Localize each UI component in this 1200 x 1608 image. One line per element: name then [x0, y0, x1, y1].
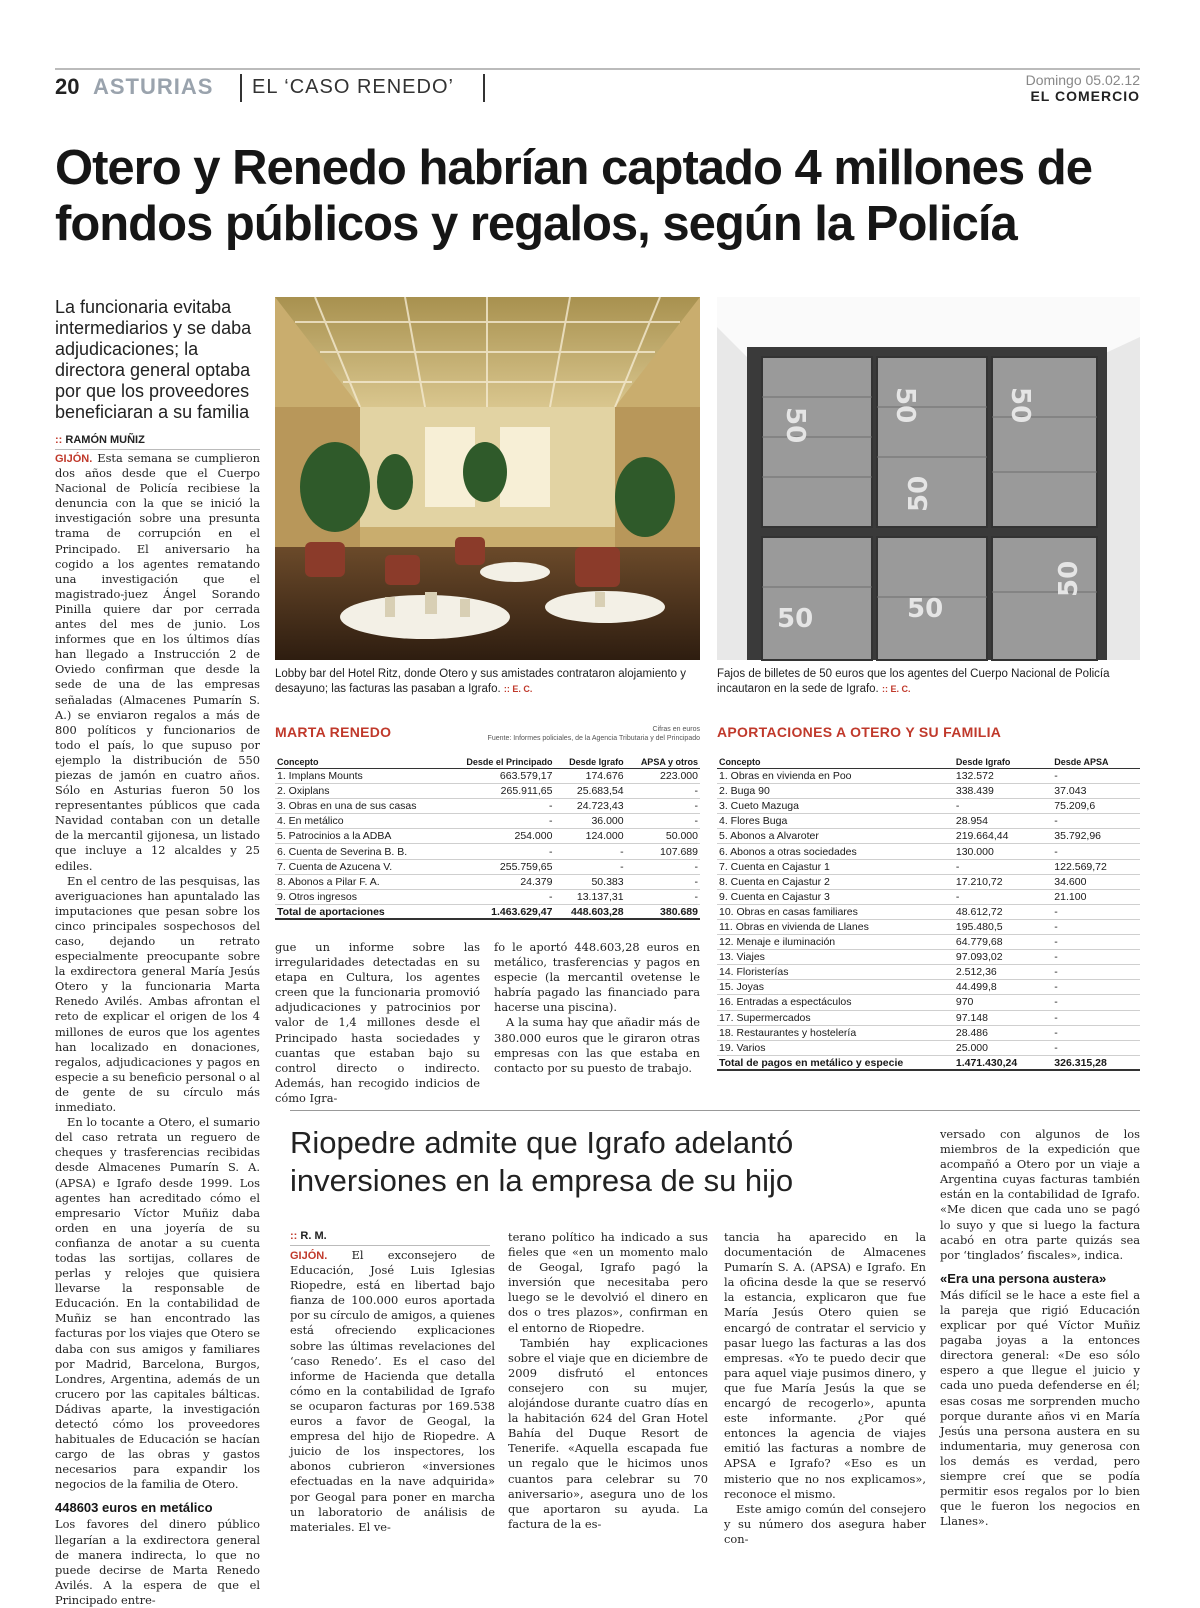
table-cell: 75.209,6: [1052, 799, 1140, 814]
article-paragraph: A la suma hay que añadir más de 380.000 euros que le giraron otras empresas con las que estaba en contacto por su puesto de trabajo.: [494, 1015, 700, 1075]
table-cell: 24.723,43: [554, 799, 625, 814]
svg-text:50: 50: [890, 387, 920, 424]
hotel-lobby-image: [275, 297, 700, 660]
table-cell: 6. Abonos a otras sociedades: [717, 844, 954, 859]
article-column-1: [55, 451, 260, 1607]
table-row: [275, 814, 700, 829]
table-cell: 12. Menaje e iluminación: [717, 935, 954, 950]
photo-banknotes: [717, 297, 1140, 660]
table-cell: 130.000: [954, 844, 1052, 859]
table-cell: -: [626, 874, 700, 889]
dateline: GIJÓN.: [290, 1250, 328, 1262]
table-cell: -: [626, 784, 700, 799]
table-cell: -: [1052, 950, 1140, 965]
table-row: [717, 799, 1140, 814]
table-cell: 21.100: [1052, 889, 1140, 904]
table-cell: -: [1052, 814, 1140, 829]
table-cell: -: [1052, 935, 1140, 950]
table-row: [275, 874, 700, 889]
table-cell: 132.572: [954, 769, 1052, 784]
table-row: [717, 769, 1140, 784]
table-cell: 3. Cueto Mazuga: [717, 799, 954, 814]
table-row: [717, 995, 1140, 1010]
table-cell: 13.137,31: [554, 889, 625, 904]
table-cell: -: [1052, 844, 1140, 859]
table-row: [717, 980, 1140, 995]
column-header: Desde el Principado: [445, 756, 554, 769]
table-cell: -: [1052, 1025, 1140, 1040]
table-cell: 25.000: [954, 1040, 1052, 1055]
table-cell: 2.512,36: [954, 965, 1052, 980]
article-paragraph: versado con algunos de los miembros de la expedición que acompañó a Otero por un viaje a Argentina cuyas facturas también están en la contabilidad de Igrafo. «Me dicen que cada uno se pagó lo suyo y que si luego la factura acabó en otra parte quizás sea por ‘tinglados’ fiscales», indica.: [940, 1127, 1140, 1262]
table-cell: 28.954: [954, 814, 1052, 829]
table-row: [717, 874, 1140, 889]
article-paragraph: En el centro de las pesquisas, las averiguaciones han apuntalado las imputaciones que pesan sobre los cinco principales sospechosos del caso, dejando un retrato especialmente preocupante sobre la exdirectora general María Jesús Otero y la funcionaria Marta Renedo Avilés. Ambas afrontan el reto de explicar el origen de los 4 millones de euros que los agentes han localizado en donaciones, regalos, adjudicaciones y pagos en especie a su beneficio personal o al de gente de su círculo más inmediato.: [55, 873, 260, 1115]
table-cell: 24.379: [445, 874, 554, 889]
table-row: [275, 859, 700, 874]
article-paragraph: Este amigo común del consejero y su número dos asegura haber con-: [724, 1501, 926, 1546]
table-cell: 44.499,8: [954, 980, 1052, 995]
table-total-row: [275, 904, 700, 919]
column-header: Concepto: [275, 756, 445, 769]
table-cell: 174.676: [554, 769, 625, 784]
table-cell: -: [1052, 1040, 1140, 1055]
table-title: APORTACIONES A OTERO Y SU FAMILIA: [717, 724, 1002, 740]
table-cell: 15. Joyas: [717, 980, 954, 995]
article-paragraph: En lo tocante a Otero, el sumario del caso retrata un reguero de cheques y trasferencias recibidas desde Almacenes Pumarín S. A. (APSA) e Igrafo desde 1999. Los agentes han acreditado cómo el empresario Víctor Muñiz daba orden en una joyería de su confianza de anotar a su cuenta todas las sortijas, collares de perlas y relojes que quisiera llevarse la responsable de Educación. En la contabilidad de Muñiz se han encontrado las facturas por los viajes que Otero se daba con sus amigos y familiares por Madrid, Barcelona, Burgos, Londres, Argentina, además de un crucero por las capitales bálticas. Dádivas aparte, la investigación detectó cómo los proveedores habituales de Educación se hacían cargo de las obras y gastos necesarios para expandir los negocios de la familia de Otero.: [55, 1115, 260, 1492]
data-table: [717, 756, 1140, 1071]
headline: Otero y Renedo habrían captado 4 millones de fondos públicos y regalos, según la Policía: [55, 141, 1092, 251]
table-cell: -: [1052, 995, 1140, 1010]
table-cell: 5. Patrocinios a la ADBA: [275, 829, 445, 844]
table-cell: 16. Entradas a espectáculos: [717, 995, 954, 1010]
table-cell: 8. Cuenta en Cajastur 2: [717, 874, 954, 889]
article-paragraph: tancia ha aparecido en la documentación de Almacenes Pumarín S. A. (APSA) e Igrafo. En la oficina desde la que se reservó la estancia, explicaron que fue María Jesús Otero quien se encargó de contratar el servicio y pasar luego las facturas a las dos empresas. «Yo te puedo decir que para aquel viaje pusimos dinero, y que fue María Jesús la que se encargó de recogerlo», apunta este informante. ¿Por qué entonces la agencia de viajes emitió las facturas a nombre de APSA e Igrafo? «Eso es un misterio que no nos explicamos», reconoce el mismo.: [724, 1230, 926, 1501]
table-cell: 107.689: [626, 844, 700, 859]
table-cell: 17.210,72: [954, 874, 1052, 889]
table-cell: 36.000: [554, 814, 625, 829]
banknotes-image: [717, 297, 1140, 660]
table-cell: -: [445, 844, 554, 859]
newspaper-name: EL COMERCIO: [1030, 88, 1140, 104]
table-cell: 5. Abonos a Alvaroter: [717, 829, 954, 844]
column-header: APSA y otros: [626, 756, 700, 769]
table-cell: 2. Oxiplans: [275, 784, 445, 799]
article2-byline-block: [290, 1230, 490, 1249]
svg-text:50: 50: [907, 594, 944, 624]
table-cell: 265.911,65: [445, 784, 554, 799]
table-cell: 9. Otros ingresos: [275, 889, 445, 904]
table-cell: 380.689: [626, 904, 700, 919]
table-cell: -: [1052, 1010, 1140, 1025]
table-cell: -: [1052, 980, 1140, 995]
table-row: [717, 829, 1140, 844]
column-header: Desde APSA: [1052, 756, 1140, 769]
table-row: [717, 904, 1140, 919]
table-cell: 35.792,96: [1052, 829, 1140, 844]
table-cell: 219.664,44: [954, 829, 1052, 844]
byline-rule: [55, 449, 260, 450]
svg-text:50: 50: [904, 475, 934, 512]
article2-column-1: [290, 1248, 495, 1535]
table-cell: 17. Supermercados: [717, 1010, 954, 1025]
table-cell: -: [626, 799, 700, 814]
paragraph-text: El exconsejero de Educación, José Luis Iglesias Riopedre, está en libertad bajo fianza de 100.000 euros aportada por su círculo de amigos, a quienes está ofreciendo explicaciones sobre las últimas revelaciones del ‘caso Renedo’. Es el caso del informe de Hacienda que detalla cómo en la contabilidad de Igrafo se ocuparon facturas por 169.538 euros a favor de Geogal, la empresa del hijo de Riopedre. A juicio de los inspectores, los abonos cubrieron «inversiones efectuadas en la nave adquirida» por Geogal para poner en marcha un laboratorio de análisis de materiales. El ve-: [290, 1248, 496, 1534]
data-table: [275, 756, 700, 920]
photo-hotel-lobby: [275, 297, 700, 660]
table-cell: Total de aportaciones: [275, 904, 445, 919]
table-unit: Cifras en euros: [652, 726, 700, 733]
table-cell: -: [954, 889, 1052, 904]
table-cell: 28.486: [954, 1025, 1052, 1040]
table-cell: 3. Obras en una de sus casas: [275, 799, 445, 814]
svg-text:50: 50: [1005, 387, 1035, 424]
table-cell: 18. Restaurantes y hostelería: [717, 1025, 954, 1040]
header-divider: [240, 74, 242, 102]
table-cell: 97.093,02: [954, 950, 1052, 965]
table-cell: 4. En metálico: [275, 814, 445, 829]
article2-column-3: [724, 1230, 926, 1547]
table-cell: -: [445, 814, 554, 829]
table-cell: 11. Obras en vivienda de Llanes: [717, 919, 954, 934]
byline-name: R. M.: [300, 1230, 327, 1242]
svg-text:50: 50: [777, 604, 814, 634]
table-cell: 254.000: [445, 829, 554, 844]
table-cell: 10. Obras en casas familiares: [717, 904, 954, 919]
table-cell: -: [1052, 965, 1140, 980]
table-header: [275, 724, 700, 744]
article-paragraph: También hay explicaciones sobre el viaje que en diciembre de 2009 disfrutó el entonces consejero con su mujer, alojándose durante cuatro días en la habitación 624 del Gran Hotel Bahía del Duque Resort de Tenerife. «Aquella escapada fue un regalo que le hicimos unos cuantos para celebrar su 70 aniversario», asegura uno de los que aportaron su ayuda. La factura de la es-: [508, 1335, 708, 1531]
table-cell: 8. Abonos a Pilar F. A.: [275, 874, 445, 889]
table-row: [717, 1040, 1140, 1055]
photo-caption: [275, 667, 700, 697]
table-cell: 195.480,5: [954, 919, 1052, 934]
article-column-3: [494, 940, 700, 1076]
table-row: [717, 965, 1140, 980]
table-cell: 663.579,17: [445, 769, 554, 784]
table-row: [275, 889, 700, 904]
table-cell: 255.759,65: [445, 859, 554, 874]
table-total-row: [717, 1055, 1140, 1070]
column-header: Desde Igrafo: [554, 756, 625, 769]
table-row: [717, 919, 1140, 934]
table-cell: 1.463.629,47: [445, 904, 554, 919]
article-paragraph: fo le aportó 448.603,28 euros en metálico, trasferencias y pagos en especie (la mercantil ovetense le habría pagado las financiado para hacerse una piscina).: [494, 940, 700, 1015]
table-cell: 48.612,72: [954, 904, 1052, 919]
issue-date: Domingo 05.02.12: [1025, 72, 1140, 88]
table-row: [717, 844, 1140, 859]
table-cell: 7. Cuenta en Cajastur 1: [717, 859, 954, 874]
table-cell: -: [1052, 919, 1140, 934]
table-cell: 338.439: [954, 784, 1052, 799]
table-cell: 50.383: [554, 874, 625, 889]
table-cell: 25.683,54: [554, 784, 625, 799]
caption-text: Lobby bar del Hotel Ritz, donde Otero y sus amistades contrataron alojamiento y desayuno; las facturas las pasaban a Igrafo.: [275, 668, 687, 695]
table-cell: -: [554, 844, 625, 859]
page-number: 20: [55, 74, 80, 99]
table-cell: 64.779,68: [954, 935, 1052, 950]
table-cell: 122.569,72: [1052, 859, 1140, 874]
table-cell: -: [954, 859, 1052, 874]
header-rule: [55, 68, 1140, 70]
photo-credit: :: E. C.: [503, 684, 533, 694]
dateline: GIJÓN.: [55, 453, 93, 465]
table-row: [717, 889, 1140, 904]
table-cell: 2. Buga 90: [717, 784, 954, 799]
table-cell: 6. Cuenta de Severina B. B.: [275, 844, 445, 859]
table-row: [717, 814, 1140, 829]
table-row: [275, 769, 700, 784]
byline-rule: [290, 1245, 490, 1246]
section-rule: [290, 1110, 1140, 1111]
table-cell: -: [954, 799, 1052, 814]
table-cell: 1. Implans Mounts: [275, 769, 445, 784]
table-row: [275, 784, 700, 799]
table-cell: 9. Cuenta en Cajastur 3: [717, 889, 954, 904]
table-cell: 37.043: [1052, 784, 1140, 799]
paragraph-text: Esta semana se cumplieron dos años desde que el Cuerpo Nacional de Policía recibiese la denuncia con la que se inició la investigación sobre una presunta trama de corrupción en el Principado. El aniversario ha cogido a los agentes rematando una investigación que el magistrado-juez Ángel Sorando Pinilla quiere dar por cerrada antes del mes de junio. Los informes que en los últimos días han llegado a Instrucción 2 de Oviedo confirman que desde la sede de una de las empresas señaladas (Almacenes Pumarín S. A.) se enviaron regalos a más de 800 políticos y funcionarios de todo el país, lo que supuso por ejemplo la distribución de 550 piezas de jamón en cuatro años. Sólo en Asturias fueron 50 los representantes públicos que cada Navidad contaban con un detalle de la mercantil gijonesa, un listado que incluye a 12 alcaldes y 25 ediles.: [55, 451, 260, 873]
header-divider: [483, 74, 485, 102]
table-source: Fuente: Informes policiales, de la Agencia Tributaria y del Principado: [487, 735, 700, 742]
subheadline: La funcionaria evitaba intermediarios y se daba adjudicaciones; la directora general optaba por que los proveedores beneficiaran a su familia: [55, 297, 252, 422]
table-cell: 34.600: [1052, 874, 1140, 889]
table-header: [717, 724, 1140, 744]
table-cell: -: [1052, 769, 1140, 784]
table-body: [275, 769, 700, 920]
table-cell: 448.603,28: [554, 904, 625, 919]
table-row: [275, 799, 700, 814]
table-cell: 50.000: [626, 829, 700, 844]
article-paragraph: gue un informe sobre las irregularidades detectadas en su etapa en Cultura, los agentes creen que la funcionaria promovió adjudicaciones y patrocinios por valor de 1,4 millones desde el Principado hasta sociedades y cuantas que estaban bajo su control directo o indirecto. Además, han recogido indicios de cómo Igra-: [275, 940, 480, 1105]
caption-text: Fajos de billetes de 50 euros que los agentes del Cuerpo Nacional de Policía incautaron en la sede de Igrafo.: [717, 668, 1110, 695]
article2-headline: Riopedre admite que Igrafo adelantó inversiones en la empresa de su hijo: [290, 1125, 794, 1198]
table-cell: -: [626, 859, 700, 874]
table-cell: 97.148: [954, 1010, 1052, 1025]
article-column-2: [275, 940, 480, 1106]
table-cell: 326.315,28: [1052, 1055, 1140, 1070]
table-marta-renedo: [275, 724, 700, 920]
table-cell: 7. Cuenta de Azucena V.: [275, 859, 445, 874]
table-row: [717, 950, 1140, 965]
table-cell: -: [626, 814, 700, 829]
article-subhead: «Era una persona austera»: [940, 1270, 1107, 1286]
table-cell: -: [445, 889, 554, 904]
table-cell: -: [445, 799, 554, 814]
table-body: [717, 769, 1140, 1071]
table-cell: 1.471.430,24: [954, 1055, 1052, 1070]
article2-column-2: [508, 1230, 708, 1532]
table-cell: -: [1052, 904, 1140, 919]
article-paragraph: terano político ha indicado a sus fieles que «en un momento malo de Geogal, Igrafo pagó la inversión que necesitaba pero luego se le devolvió el dinero en dos o tres plazos», confirman en el entorno de Riopedre.: [508, 1230, 708, 1335]
table-cell: 970: [954, 995, 1052, 1010]
photo-credit: :: E. C.: [881, 684, 911, 694]
table-row: [717, 1025, 1140, 1040]
column-header: Desde Igrafo: [954, 756, 1052, 769]
table-cell: 124.000: [554, 829, 625, 844]
table-aportaciones-otero: [717, 724, 1140, 1071]
topic-label: EL ‘CASO RENEDO’: [252, 76, 454, 98]
table-cell: -: [554, 859, 625, 874]
photo-caption: [717, 667, 1140, 697]
article-paragraph: [55, 451, 260, 874]
table-row: [717, 859, 1140, 874]
byline: :: R. M.: [290, 1230, 327, 1242]
table-cell: 19. Varios: [717, 1040, 954, 1055]
table-cell: 14. Floristerías: [717, 965, 954, 980]
byline: :: RAMÓN MUÑIZ: [55, 434, 145, 446]
article-paragraph: [290, 1248, 495, 1535]
byline-name: RAMÓN MUÑIZ: [65, 434, 145, 446]
svg-text:50: 50: [780, 407, 810, 444]
svg-text:50: 50: [1054, 560, 1084, 597]
column-header: Concepto: [717, 756, 954, 769]
table-cell: 13. Viajes: [717, 950, 954, 965]
table-cell: -: [626, 889, 700, 904]
section-name: ASTURIAS: [93, 74, 214, 99]
article-subhead: 448603 euros en metálico: [55, 1500, 213, 1516]
table-cell: 223.000: [626, 769, 700, 784]
article-paragraph: Los favores del dinero público llegarían a la exdirectora general de manera indirecta, lo que no puede decirse de Marta Renedo Avilés. A la espera de que el Principado entre-: [55, 1517, 260, 1607]
table-cell: 4. Flores Buga: [717, 814, 954, 829]
article-paragraph: Más difícil se le hace a este fiel a la pareja que rigió Educación explicar por qué Víctor Muñiz pagaba joyas a la entonces directora general: «De eso sólo espero a que llegue el juicio y cada uno pueda defenderse en él; esas cosas me sorprenden mucho porque durante años vi en María Jesús una persona austera en su indumentaria, muy generosa con los demás es verdad, pero siempre creí que se podía permitir esos regalos por lo bien que le fueron los negocios en Llanes».: [940, 1287, 1140, 1529]
table-row: [717, 935, 1140, 950]
table-row: [717, 784, 1140, 799]
table-title: MARTA RENEDO: [275, 724, 392, 740]
table-row: [717, 1010, 1140, 1025]
table-row: [275, 844, 700, 859]
table-cell: 1. Obras en vivienda en Poo: [717, 769, 954, 784]
table-row: [275, 829, 700, 844]
table-cell: Total de pagos en metálico y especie: [717, 1055, 954, 1070]
article2-column-4: [940, 1127, 1140, 1529]
